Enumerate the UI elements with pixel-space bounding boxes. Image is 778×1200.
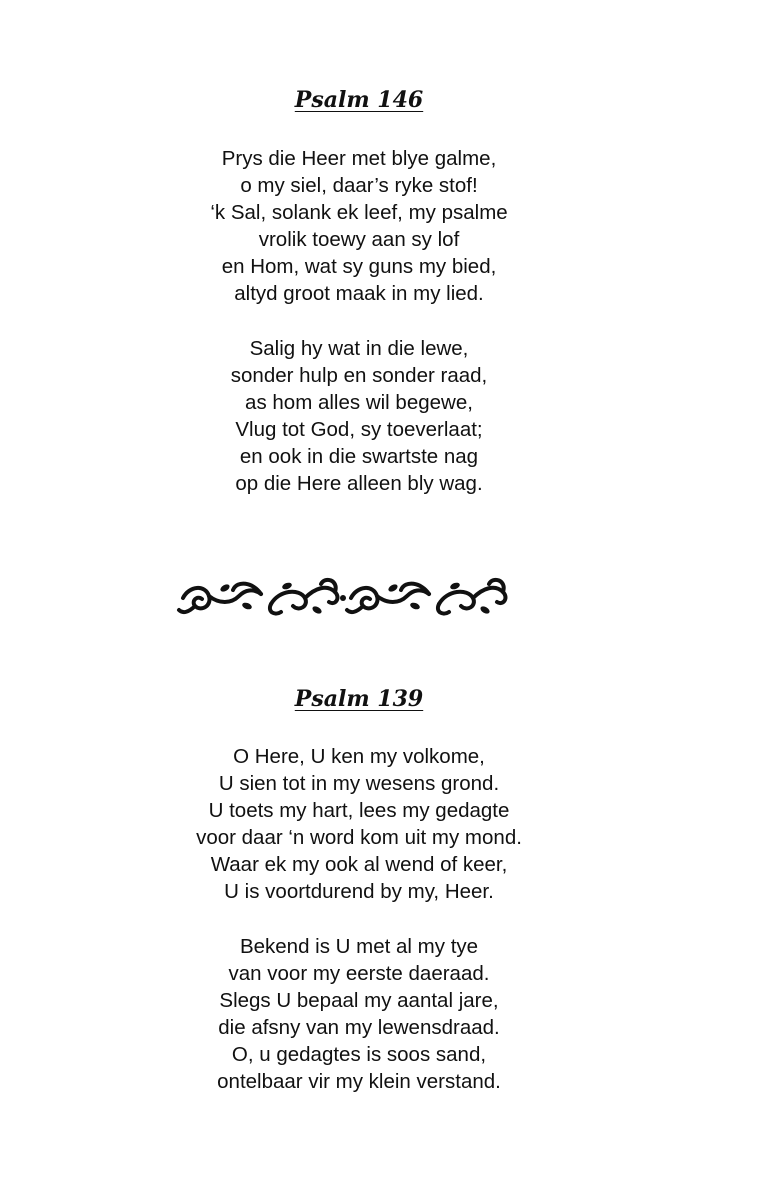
verse-line: O, u gedagtes is soos sand, xyxy=(231,1043,487,1066)
verse-line: U toets my hart, lees my gedagte xyxy=(208,799,510,822)
verse-line: ontelbaar vir my klein verstand. xyxy=(217,1070,501,1093)
verse-line: Salig hy wat in die lewe, xyxy=(249,337,469,360)
verse-line: Prys die Heer met blye galme, xyxy=(221,147,497,170)
verse-line: sonder hulp en sonder raad, xyxy=(230,364,488,387)
verse-line: van voor my eerste daeraad. xyxy=(228,962,490,985)
verse-line: Slegs U bepaal my aantal jare, xyxy=(219,989,499,1012)
verse-line: Waar ek my ook al wend of keer, xyxy=(210,853,508,876)
verse-line: altyd groot maak in my lied. xyxy=(234,282,484,305)
verse-line: U sien tot in my wesens grond. xyxy=(218,772,500,795)
verse-line: U is voortdurend by my, Heer. xyxy=(224,880,494,903)
verse-line: o my siel, daar’s ryke stof! xyxy=(240,174,478,197)
psalm-139-title: Psalm 139 xyxy=(294,686,424,712)
verse-line: vrolik toewy aan sy lof xyxy=(258,228,460,251)
verse-line: O Here, U ken my volkome, xyxy=(233,745,485,768)
psalm-146-title: Psalm 146 xyxy=(294,87,424,113)
verse-line: op die Here alleen bly wag. xyxy=(235,472,483,495)
verse-line: voor daar ‘n word kom uit my mond. xyxy=(196,826,522,849)
psalm-139-stanza-1 xyxy=(0,743,718,905)
psalm-146-stanza-2 xyxy=(0,335,718,497)
floral-scroll-ornament-icon xyxy=(175,568,515,624)
verse-line: as hom alles wil begewe, xyxy=(245,391,473,414)
verse-line: die afsny van my lewensdraad. xyxy=(218,1016,500,1039)
verse-line: en Hom, wat sy guns my bied, xyxy=(221,255,497,278)
verse-line: Bekend is U met al my tye xyxy=(239,935,479,958)
verse-line: Vlug tot God, sy toeverlaat; xyxy=(235,418,483,441)
verse-line: en ook in die swartste nag xyxy=(239,445,479,468)
psalm-146-stanza-1 xyxy=(0,145,718,307)
verse-line: ‘k Sal, solank ek leef, my psalme xyxy=(210,201,508,224)
psalm-139-stanza-2 xyxy=(0,933,718,1095)
